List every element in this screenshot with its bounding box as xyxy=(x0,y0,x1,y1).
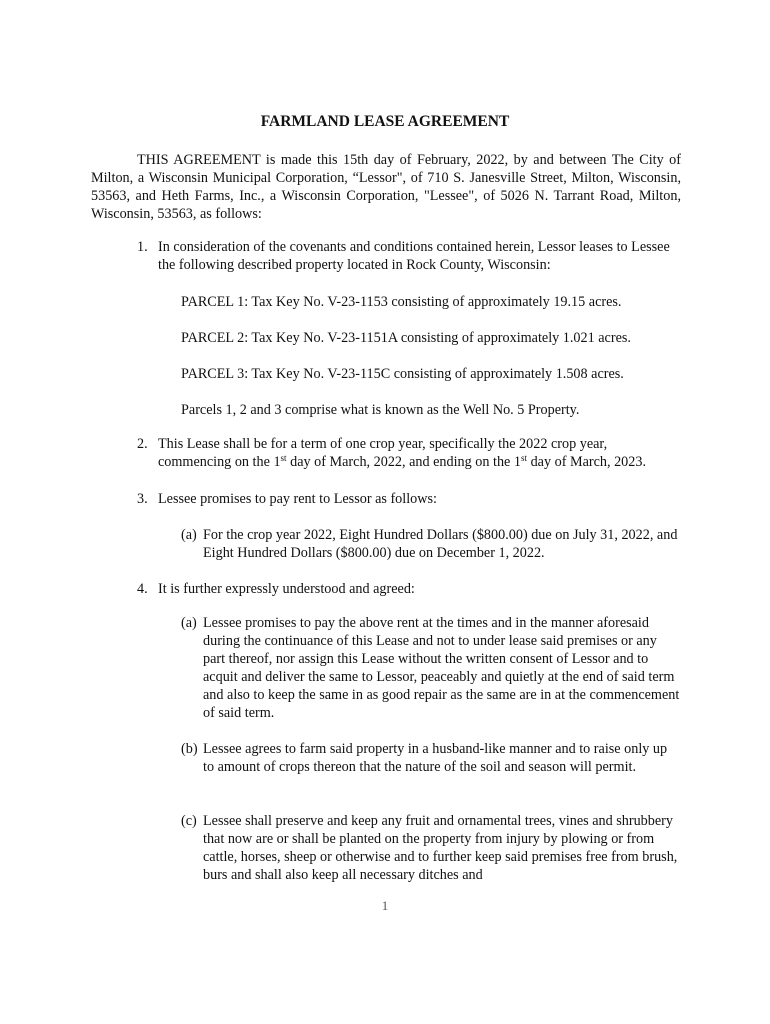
intro-paragraph: THIS AGREEMENT is made this 15th day of February, 2022, by and between The City of Milton, a Wisconsin Municipal Corporation, “Lessor", of 710 S. Janesville Street, Milton, Wisconsin, 53563, and Heth Farms, Inc., a Wisconsin Corporation, "Lessee", of 5026 N. Tarrant Road, Milton, Wisconsin, 53563, as follows: xyxy=(91,152,681,222)
clause-text: In consideration of the covenants and conditions contained herein, Lessor leases to Lessee the following described property located in Rock County, Wisconsin: xyxy=(158,239,670,273)
clause-1 xyxy=(137,238,682,274)
sub-text: Lessee agrees to farm said property in a husband-like manner and to raise only up to amount of crops thereon that the nature of the soil and season will permit. xyxy=(203,741,668,775)
clause-number: 3. xyxy=(137,491,148,507)
clause-3a xyxy=(181,526,681,562)
clause-text: It is further expressly understood and agreed: xyxy=(158,581,415,597)
sub-label: (b) xyxy=(181,741,198,757)
parcel-2: PARCEL 2: Tax Key No. V-23-1151A consisting of approximately 1.021 acres. xyxy=(181,330,631,346)
parcel-1: PARCEL 1: Tax Key No. V-23-1153 consisting of approximately 19.15 acres. xyxy=(181,294,622,310)
clause-4c xyxy=(181,812,681,884)
clause-3 xyxy=(137,490,682,508)
clause-text: This Lease shall be for a term of one crop year, specifically the 2022 crop year, commencing on the 1st day of March, 2022, and ending on the 1st day of March, 2023. xyxy=(158,436,647,470)
parcel-3: PARCEL 3: Tax Key No. V-23-115C consisting of approximately 1.508 acres. xyxy=(181,366,624,382)
sub-label: (a) xyxy=(181,615,197,631)
clause-4a xyxy=(181,614,681,722)
clause-number: 1. xyxy=(137,239,148,255)
sub-text: Lessee promises to pay the above rent at the times and in the manner aforesaid during the continuance of this Lease and not to under lease said premises or any part thereof, nor assign this Lease without the written consent of Lessor and to acquit and deliver the same to Lessor, peaceably and quietly at the end of said term and also to keep the same in as good repair as the same are in at the commencement of said term. xyxy=(203,615,680,721)
sub-label: (c) xyxy=(181,813,197,829)
document-title: FARMLAND LEASE AGREEMENT xyxy=(260,113,510,130)
clause-2 xyxy=(137,435,682,471)
clause-text: Lessee promises to pay rent to Lessor as follows: xyxy=(158,491,437,507)
sub-label: (a) xyxy=(181,527,197,543)
sub-text: Lessee shall preserve and keep any fruit and ornamental trees, vines and shrubbery that now are or shall be planted on the property from injury by plowing or from cattle, horses, sheep or otherwise and to further keep said premises free from brush, burs and shall also keep all necessary ditches and xyxy=(203,813,678,883)
sub-text: For the crop year 2022, Eight Hundred Dollars ($800.00) due on July 31, 2022, and Eight Hundred Dollars ($800.00) due on December 1, 2022. xyxy=(203,527,678,561)
clause-4 xyxy=(137,580,682,598)
clause-4b xyxy=(181,740,681,776)
parcels-note: Parcels 1, 2 and 3 comprise what is known as the Well No. 5 Property. xyxy=(181,402,580,418)
page-number: 1 xyxy=(381,898,389,913)
clause-number: 4. xyxy=(137,581,148,597)
clause-number: 2. xyxy=(137,436,148,452)
